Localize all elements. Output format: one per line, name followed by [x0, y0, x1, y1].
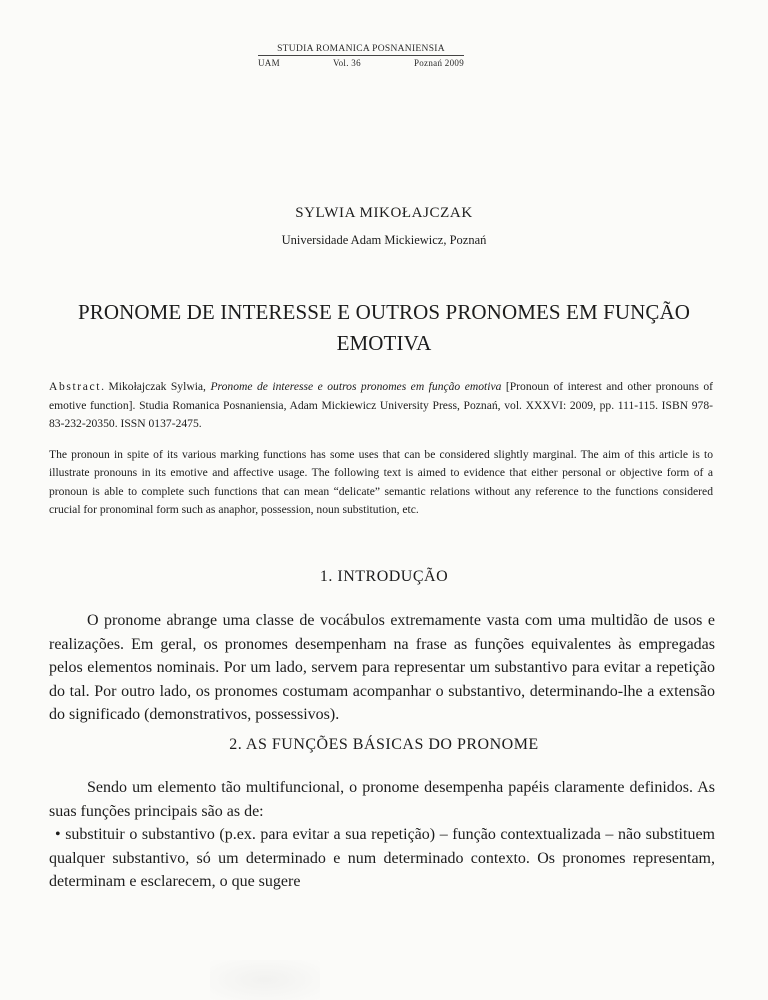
section-heading-functions: 2. AS FUNÇÕES BÁSICAS DO PRONOME	[229, 736, 539, 753]
english-summary: The pronoun in spite of its various marking functions has some uses that can be considered slightly marginal. The aim of this article is to illustrate pronouns in its emotive and affective usage. The following text is aimed to evidence that either personal or objective form of a pronoun is able to complete such functions that can mean “delicate” semantic relations without any reference to the functions considered crucial for pronominal form such as anaphor, possession, noun substitution, etc.	[49, 448, 713, 516]
abstract	[49, 378, 713, 434]
abstract-text: [Pronoun of interest and other pronouns of emotive function]. Studia Romanica Posnaniensia, Adam Mickiewicz University Press, Poznań, vol. XXXVI: 2009, pp. 111-115. ISBN 978-83-232-20350. ISSN 0137-2475.	[49, 380, 713, 430]
paragraph-text: O pronome abrange uma classe de vocábulos extremamente vasta com uma multidão de usos e realizações. Em geral, os pronomes desempenham na frase as funções equivalentes às empregadas pelos elementos nominais. Por um lado, servem para representar um substantivo para evitar a repetição do tal. Por outro lado, os pronomes costumam acompanhar o substantivo, determinando-lhe a extensão do significado (demonstrativos, possessivos).	[49, 612, 715, 723]
abstract-author-ref: . Mikołajczak Sylwia,	[101, 380, 211, 393]
journal-title: STUDIA ROMANICA POSNANIENSIA	[258, 44, 464, 56]
author-affiliation: Universidade Adam Mickiewicz, Poznań	[281, 233, 487, 247]
paragraph-introduction	[49, 609, 715, 727]
section-heading-introduction: 1. INTRODUÇÃO	[319, 568, 449, 585]
list-item: • substituir o substantivo (p.ex. para evitar a sua repetição) – função contextualizada – não substituem qualquer substantivo, só um determinado e num determinado contexto. Os pronomes representam, determinam e esclarecem, o que sugere	[49, 826, 715, 890]
abstract-title: Pronome de interesse e outros pronomes em função emotiva	[210, 380, 502, 393]
volume: Vol. 36	[332, 58, 361, 68]
paper-title: PRONOME DE INTERESSE E OUTROS PRONOMES EM FUNÇÃO EMOTIVA	[77, 300, 691, 355]
paragraph-functions	[49, 776, 715, 894]
scan-smudge	[210, 960, 320, 1000]
journal-meta	[258, 56, 464, 68]
author-name: SYLWIA MIKOŁAJCZAK	[295, 205, 473, 221]
abstract-label: Abstract	[49, 380, 102, 393]
place-year: Poznań 2009	[413, 58, 464, 68]
paragraph-intro: Sendo um elemento tão multifuncional, o pronome desempenha papéis claramente definidos. As suas funções principais são as de:	[49, 779, 715, 820]
publisher: UAM	[258, 58, 280, 68]
journal-header	[258, 44, 464, 68]
